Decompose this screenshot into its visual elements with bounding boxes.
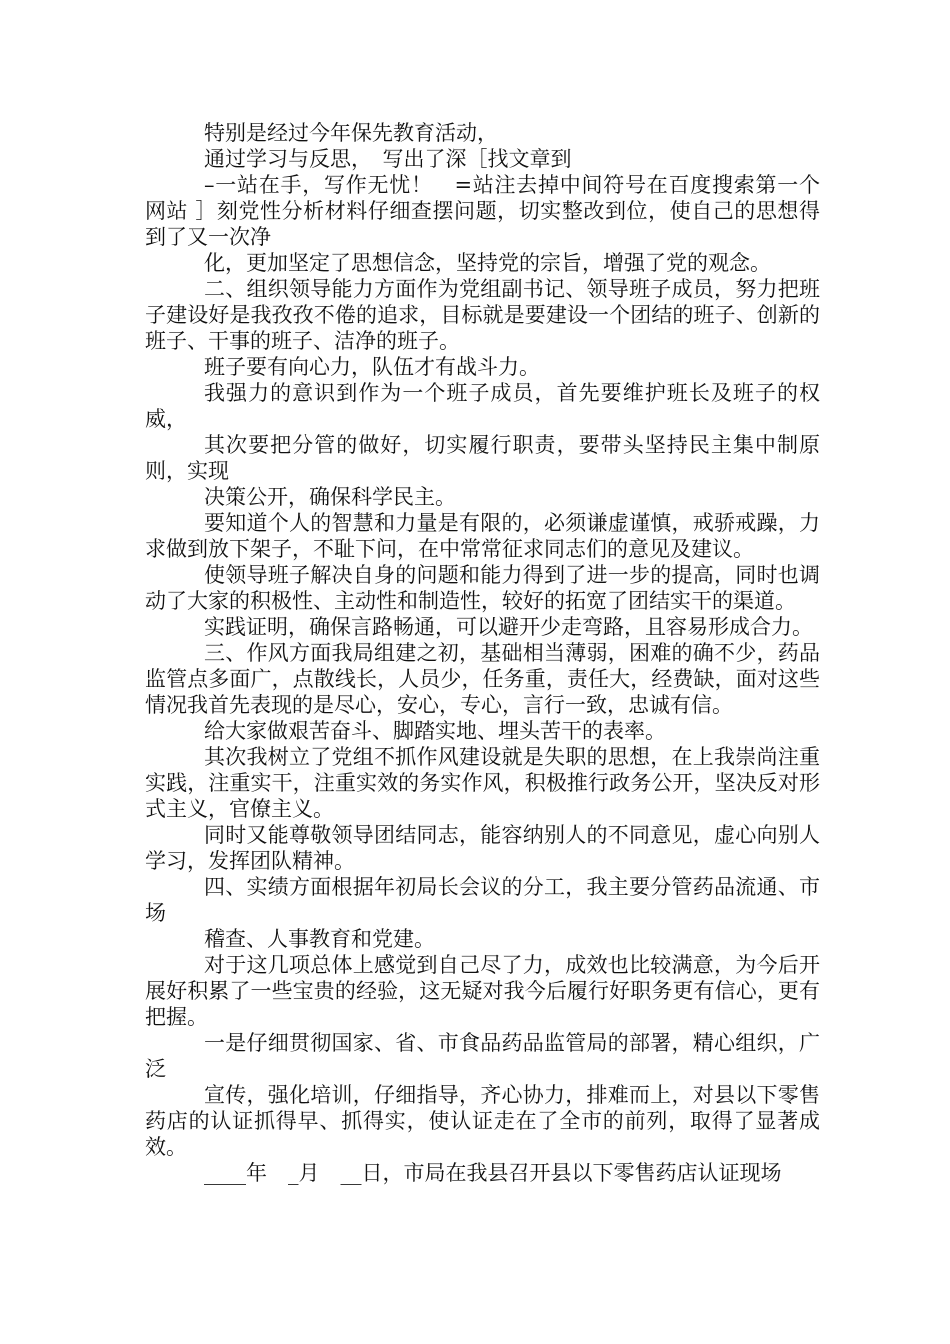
- paragraph: 二、组织领导能力方面作为党组副书记、领导班子成员，努力把班子建设好是我孜孜不倦的追求，目标就是要建设一个团结的班子、创新的班子、干事的班子、洁净的班子。: [145, 277, 820, 353]
- paragraph: 决策公开，确保科学民主。: [204, 485, 456, 509]
- paragraph: 其次要把分管的做好，切实履行职责，要带头坚持民主集中制原则，实现: [145, 433, 820, 483]
- paragraph: 给大家做艰苦奋斗、脚踏实地、埋头苦干的表率。: [204, 719, 666, 743]
- paragraph: 一是仔细贯彻国家、省、市食品药品监管局的部署，精心组织，广泛: [145, 1031, 820, 1081]
- paragraph: 三、作风方面我局组建之初，基础相当薄弱，困难的确不少，药品监管点多面广，点散线长，人员少，任务重，责任大，经费缺，面对这些情况我首先表现的是尽心，安心，专心，言行一致，忠诚有信。: [145, 641, 820, 717]
- paragraph: 通过学习与反思， 写出了深［找文章到: [204, 147, 572, 171]
- paragraph: 班子要有向心力，队伍才有战斗力。: [204, 355, 540, 379]
- paragraph: –一站在手，写作无忧！ =站注去掉中间符号在百度搜索第一个网站 ］刻党性分析材料仔细查摆问题，切实整改到位，使自己的思想得到了又一次净: [145, 173, 820, 249]
- paragraph: 其次我树立了党组不抓作风建设就是失职的思想，在上我崇尚注重实践，注重实干，注重实效的务实作风，积极推行政务公开，坚决反对形式主义，官僚主义。: [145, 745, 820, 821]
- paragraph: 稽查、人事教育和党建。: [204, 927, 435, 951]
- paragraph: 四、实绩方面根据年初局长会议的分工，我主要分管药品流通、市场: [145, 875, 820, 925]
- paragraph: 同时又能尊敬领导团结同志，能容纳别人的不同意见，虚心向别人学习，发挥团队精神。: [145, 823, 820, 873]
- paragraph: 使领导班子解决自身的问题和能力得到了进一步的提高，同时也调动了大家的积极性、主动性和制造性，较好的拓宽了团结实干的渠道。: [145, 563, 820, 613]
- paragraph: 实践证明，确保言路畅通，可以避开少走弯路，且容易形成合力。: [204, 615, 813, 639]
- paragraph: 特别是经过今年保先教育活动，: [204, 121, 498, 145]
- paragraph: 化，更加坚定了思想信念，坚持党的宗旨，增强了党的观念。: [204, 251, 771, 275]
- paragraph: 对于这几项总体上感觉到自己尽了力，成效也比较满意，为今后开展好积累了一些宝贵的经验，这无疑对我今后履行好职务更有信心，更有把握。: [145, 953, 820, 1029]
- paragraph: 宣传，强化培训，仔细指导，齐心协力，排难而上，对县以下零售药店的认证抓得早、抓得实，使认证走在了全市的前列，取得了显著成效。: [145, 1083, 820, 1159]
- paragraph: ____年 _月 __日，市局在我县召开县以下零售药店认证现场: [204, 1161, 782, 1185]
- paragraph: 我强力的意识到作为一个班子成员，首先要维护班长及班子的权威，: [145, 381, 820, 431]
- paragraph: 要知道个人的智慧和力量是有限的，必须谦虚谨慎，戒骄戒躁，力求做到放下架子，不耻下问，在中常常征求同志们的意见及建议。: [145, 511, 820, 561]
- document-body: [145, 120, 820, 1186]
